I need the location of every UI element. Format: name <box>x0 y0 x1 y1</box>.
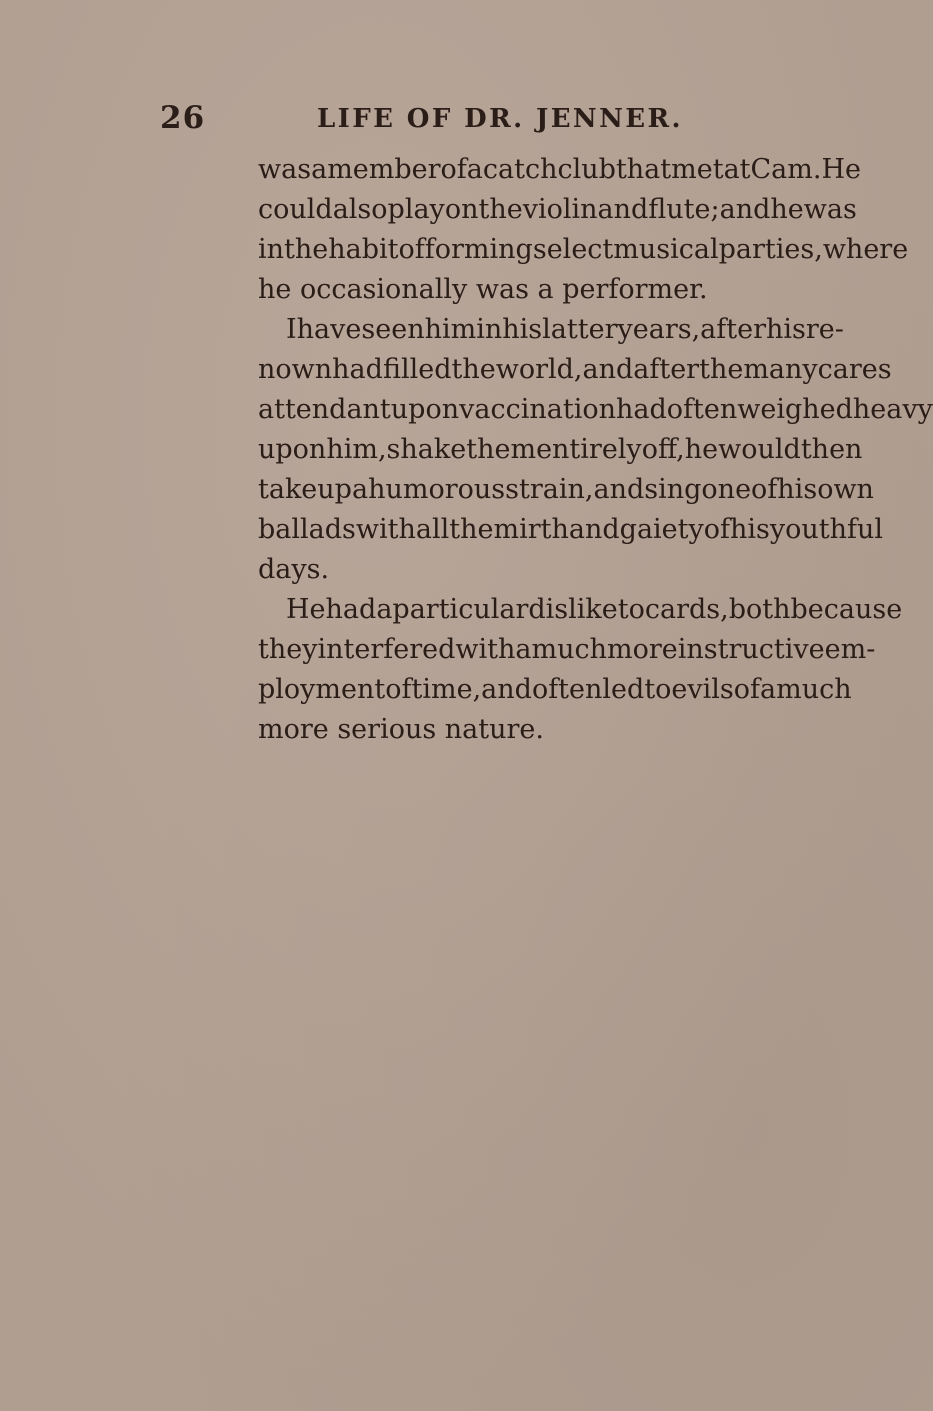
text-line-8: upon him, shake them entirely off, he would then <box>258 434 863 465</box>
page-number: 26 <box>160 100 206 136</box>
text-line-14: ployment of time, and often led to evils of a much <box>258 674 852 705</box>
text-line-2: could also play on the violin and flute; and he was <box>258 194 857 225</box>
running-head <box>160 100 780 150</box>
text-line-6: nown had filled the world, and after the many cares <box>258 354 892 385</box>
text-line-7: attendant upon vaccination had often weighed heavy <box>258 394 933 425</box>
text-line-15: more serious nature. <box>258 714 544 745</box>
running-title: LIFE OF DR. JENNER. <box>317 104 683 134</box>
text-line-10: ballads with all the mirth and gaiety of his youthful <box>258 514 884 545</box>
text-line-12: He had a particular dislike to cards, both because <box>286 594 903 625</box>
text-line-9: take up a humorous strain, and sing one of his own <box>258 474 874 505</box>
text-line-3: in the habit of forming select musical parties, where <box>258 234 909 265</box>
text-line-11: days. <box>258 554 330 585</box>
text-line-13: they interfered with a much more instructive em- <box>258 634 876 665</box>
text-line-4: he occasionally was a performer. <box>258 274 708 305</box>
text-line-5: I have seen him in his latter years, after his re- <box>286 314 844 345</box>
text-line-1: was a member of a catch club that met at Cam. He <box>258 154 861 185</box>
